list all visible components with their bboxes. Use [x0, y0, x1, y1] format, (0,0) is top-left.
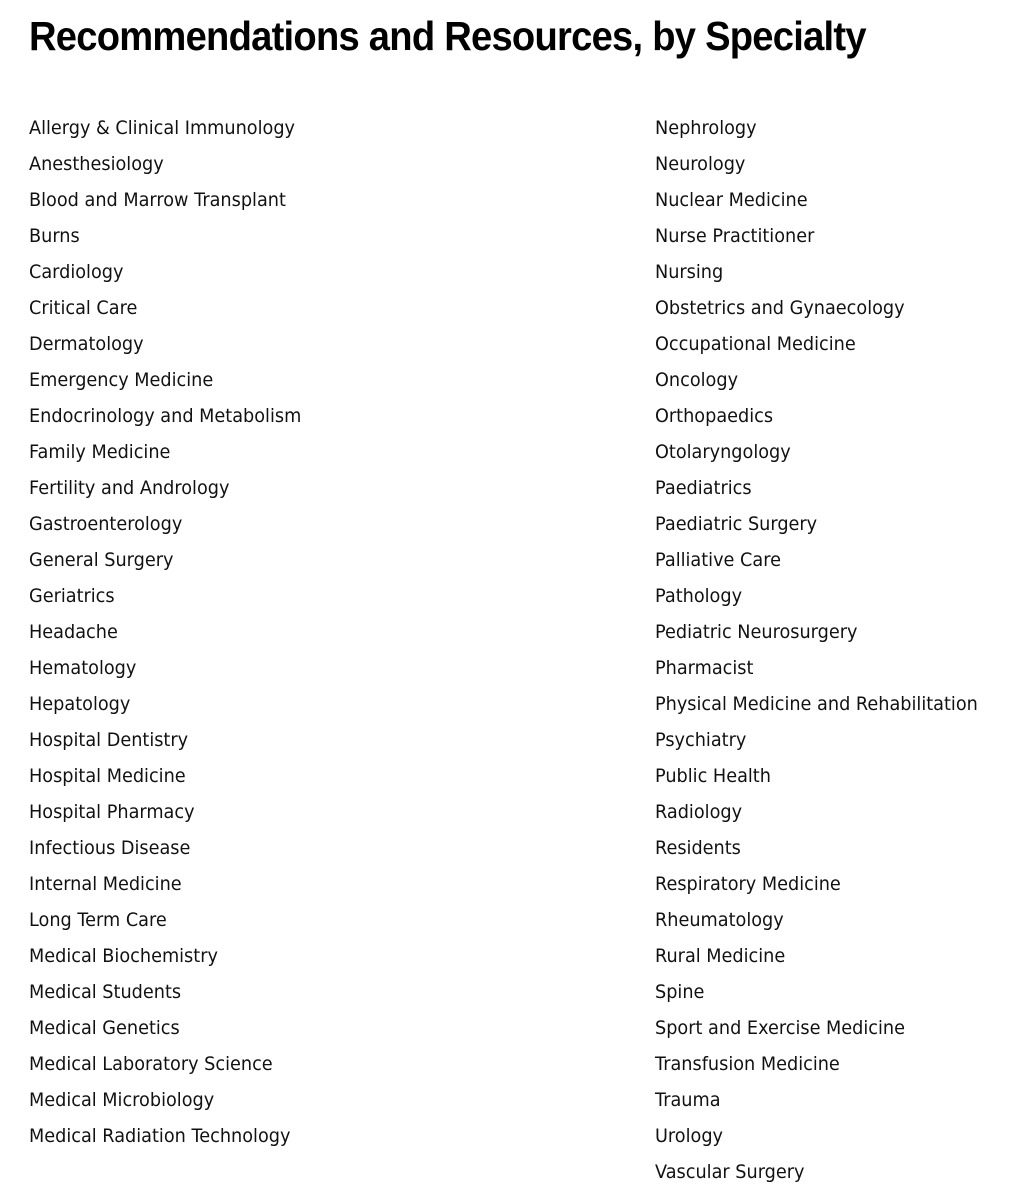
specialty-item	[29, 1082, 629, 1118]
specialty-link[interactable]: Endocrinology and Metabolism	[29, 405, 302, 427]
specialty-item	[655, 398, 1010, 434]
specialty-item	[29, 146, 629, 182]
specialty-item	[29, 110, 629, 146]
specialty-link[interactable]: Obstetrics and Gynaecology	[655, 297, 905, 319]
specialty-link[interactable]: Cardiology	[29, 261, 124, 283]
specialty-link[interactable]: Pharmacist	[655, 657, 754, 679]
specialty-item	[29, 1046, 629, 1082]
specialty-link[interactable]: Occupational Medicine	[655, 333, 856, 355]
specialty-link[interactable]: Long Term Care	[29, 909, 167, 931]
specialty-item	[29, 398, 629, 434]
specialty-item	[655, 182, 1010, 218]
specialty-item	[655, 110, 1010, 146]
specialty-item	[655, 1118, 1010, 1154]
specialty-link[interactable]: Medical Genetics	[29, 1017, 180, 1039]
specialty-list-left	[29, 110, 629, 1154]
specialty-link[interactable]: Hospital Pharmacy	[29, 801, 195, 823]
specialty-item	[655, 434, 1010, 470]
specialty-item	[29, 794, 629, 830]
specialty-item	[29, 686, 629, 722]
specialty-item	[655, 1010, 1010, 1046]
specialty-item	[655, 470, 1010, 506]
specialty-item	[29, 830, 629, 866]
specialty-link[interactable]: Neurology	[655, 153, 746, 175]
specialty-item	[29, 722, 629, 758]
specialty-item	[655, 542, 1010, 578]
specialty-link[interactable]: Medical Laboratory Science	[29, 1053, 273, 1075]
specialty-item	[29, 614, 629, 650]
specialty-link[interactable]: Gastroenterology	[29, 513, 183, 535]
specialty-link[interactable]: Hospital Dentistry	[29, 729, 189, 751]
specialty-item	[29, 254, 629, 290]
specialty-item	[29, 326, 629, 362]
specialty-link[interactable]: Nurse Practitioner	[655, 225, 815, 247]
specialty-item	[655, 506, 1010, 542]
specialty-item	[29, 434, 629, 470]
specialty-item	[655, 1154, 1010, 1190]
specialty-link[interactable]: Critical Care	[29, 297, 138, 319]
specialty-item	[29, 974, 629, 1010]
specialty-item	[29, 1010, 629, 1046]
specialty-link[interactable]: Urology	[655, 1125, 724, 1147]
specialty-link[interactable]: Rural Medicine	[655, 945, 786, 967]
specialty-link[interactable]: Vascular Surgery	[655, 1161, 805, 1183]
specialty-item	[29, 902, 629, 938]
specialty-link[interactable]: Trauma	[655, 1089, 721, 1111]
specialty-item	[655, 722, 1010, 758]
specialty-item	[29, 938, 629, 974]
specialty-link[interactable]: Respiratory Medicine	[655, 873, 841, 895]
specialty-item	[655, 326, 1010, 362]
specialty-item	[655, 866, 1010, 902]
specialty-link[interactable]: Fertility and Andrology	[29, 477, 230, 499]
specialty-item	[655, 1082, 1010, 1118]
specialty-item	[655, 902, 1010, 938]
specialty-item	[655, 146, 1010, 182]
specialty-item	[29, 650, 629, 686]
specialty-link[interactable]: Orthopaedics	[655, 405, 774, 427]
specialty-link[interactable]: Medical Biochemistry	[29, 945, 218, 967]
specialty-link[interactable]: Spine	[655, 981, 705, 1003]
specialty-link[interactable]: Paediatrics	[655, 477, 752, 499]
specialty-link[interactable]: Hematology	[29, 657, 137, 679]
specialty-item	[29, 506, 629, 542]
specialty-link[interactable]: Burns	[29, 225, 80, 247]
specialty-item	[655, 686, 1010, 722]
specialty-link[interactable]: Medical Microbiology	[29, 1089, 215, 1111]
specialty-link[interactable]: Family Medicine	[29, 441, 171, 463]
specialty-link[interactable]: Sport and Exercise Medicine	[655, 1017, 905, 1039]
specialty-item	[29, 542, 629, 578]
specialty-link[interactable]: Nursing	[655, 261, 724, 283]
specialty-link[interactable]: Palliative Care	[655, 549, 781, 571]
specialty-item	[655, 758, 1010, 794]
specialty-link[interactable]: Pathology	[655, 585, 743, 607]
specialty-link[interactable]: Geriatrics	[29, 585, 115, 607]
specialty-link[interactable]: Physical Medicine and Rehabilitation	[655, 693, 978, 715]
specialty-link[interactable]: Dermatology	[29, 333, 144, 355]
specialty-item	[655, 614, 1010, 650]
specialty-item	[655, 254, 1010, 290]
specialty-item	[655, 974, 1010, 1010]
specialty-link[interactable]: Radiology	[655, 801, 743, 823]
specialty-item	[655, 290, 1010, 326]
specialty-link[interactable]: Rheumatology	[655, 909, 784, 931]
specialty-link[interactable]: Anesthesiology	[29, 153, 164, 175]
specialty-item	[29, 578, 629, 614]
specialty-link[interactable]: Psychiatry	[655, 729, 747, 751]
specialty-link[interactable]: Pediatric Neurosurgery	[655, 621, 858, 643]
specialty-link[interactable]: Nephrology	[655, 117, 757, 139]
specialty-item	[29, 470, 629, 506]
specialty-link[interactable]: Nuclear Medicine	[655, 189, 808, 211]
specialty-link[interactable]: Transfusion Medicine	[655, 1053, 840, 1075]
specialty-item	[655, 830, 1010, 866]
specialty-link[interactable]: Paediatric Surgery	[655, 513, 818, 535]
specialty-list-right	[655, 110, 1010, 1190]
specialty-item	[29, 866, 629, 902]
specialty-item	[655, 794, 1010, 830]
specialty-link[interactable]: Medical Radiation Technology	[29, 1125, 291, 1147]
specialty-item	[29, 1118, 629, 1154]
specialty-item	[655, 650, 1010, 686]
specialty-item	[655, 218, 1010, 254]
specialty-link[interactable]: Hepatology	[29, 693, 131, 715]
specialty-link[interactable]: Blood and Marrow Transplant	[29, 189, 286, 211]
specialty-item	[29, 290, 629, 326]
specialty-link[interactable]: Public Health	[655, 765, 771, 787]
specialty-link[interactable]: Infectious Disease	[29, 837, 191, 859]
specialty-link[interactable]: Medical Students	[29, 981, 182, 1003]
specialty-item	[29, 182, 629, 218]
specialty-item	[29, 218, 629, 254]
specialty-item	[655, 938, 1010, 974]
specialty-item	[655, 362, 1010, 398]
specialty-link[interactable]: Allergy & Clinical Immunology	[29, 117, 295, 139]
specialty-item	[655, 1046, 1010, 1082]
specialty-link[interactable]: Residents	[655, 837, 741, 859]
specialty-item	[29, 362, 629, 398]
specialty-link[interactable]: Oncology	[655, 369, 739, 391]
page-title: Recommendations and Resources, by Specialty	[29, 13, 866, 59]
specialty-item	[29, 758, 629, 794]
specialty-item	[655, 578, 1010, 614]
specialty-link[interactable]: Otolaryngology	[655, 441, 791, 463]
specialty-link[interactable]: Emergency Medicine	[29, 369, 214, 391]
specialty-link[interactable]: General Surgery	[29, 549, 174, 571]
specialty-link[interactable]: Headache	[29, 621, 118, 643]
specialty-link[interactable]: Internal Medicine	[29, 873, 182, 895]
specialty-link[interactable]: Hospital Medicine	[29, 765, 186, 787]
